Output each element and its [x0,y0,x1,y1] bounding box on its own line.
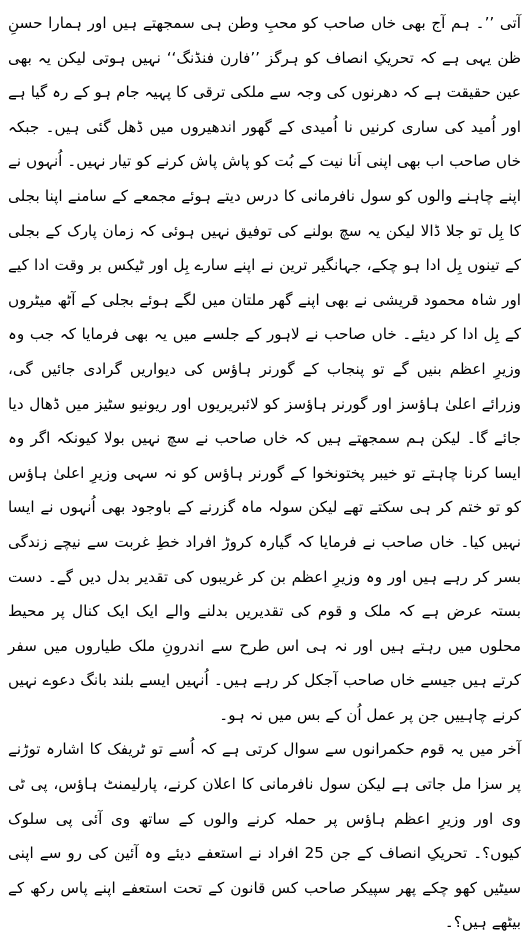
article-paragraph-main: آتی ’’۔ ہم آج بھی خاں صاحب کو محبِ وطن ہی سمجھتے ہیں اور ہمارا حسنِ ظن یہی ہے کہ تحریکِ انصاف کو ہرگز ’’فارن فنڈنگ‘‘ نہیں ہوتی لیکن یہ بھی عین حقیقت ہے کہ دھرنوں کی وجہ سے ملکی ترقی کا پہیہ جام ہو کے رہ گیا ہے اور اُمید کی ساری کرنیں نا اُمیدی کے گھور اندھیروں میں ڈھل گئی ہیں۔ جبکہ خاں صاحب اب بھی اپنی اَنا نیت کے بُت کو پاش پاش کرنے کو تیار نہیں۔ اُنہوں نے اپنے چاہنے والوں کو سول نافرمانی کا درس دیتے ہوئے مجمعے کے سامنے اپنا بجلی کا بِل تو جلا ڈالا لیکن یہ سچ بولنے کی توفیق نہیں ہوئی کہ زمان پارک کے بجلی کے تینوں بِل ادا ہو چکے، جہانگیر ترین نے اپنے سارے بِل اور ٹیکس بر وقت ادا کیے اور شاہ محمود قریشی نے بھی اپنے گھر ملتان میں لگے ہوئے بجلی کے آٹھ میٹروں کے بِل ادا کر دیئے۔ خاں صاحب نے لاہور کے جلسے میں یہ بھی فرمایا کہ جب وہ وزیرِ اعظم بنیں گے تو پنجاب کے گورنر ہاؤس کی دیواریں گرادی جائیں گی، وزرائے اعلیٰ ہاؤسز اور گورنر ہاؤسز کو لائبریریوں اور ریونیو سٹیز میں ڈھال دیا جائے گا۔ لیکن ہم سمجھتے ہیں کہ خاں صاحب نے سچ نہیں بولا کیونکہ اگر وہ ایسا کرنا چاہتے تو خیبر پختونخوا کے گورنر ہاؤس کو نہ سہی وزیرِ اعلیٰ ہاؤس کو تو ختم کر ہی سکتے تھے لیکن سولہ ماہ گزرنے کے باوجود بھی اُنہوں نے ایسا نہیں کیا۔ خاں صاحب نے فرمایا کہ گیارہ کروڑ افراد خطِ غربت سے نیچے زندگی بسر کر رہے ہیں اور وہ وزیرِ اعظم بن کر غریبوں کی تقدیر بدل دیں گے۔ دست بستہ عرض ہے کہ ملک و قوم کی تقدیریں بدلنے والے ایک ایک کنال پر محیط محلوں میں رہتے ہیں اور نہ ہی اس طرح سے اندرونِ ملک طیاروں میں سفر کرتے ہیں جیسے خاں صاحب آجکل کر رہے ہیں۔ اُنہیں ایسے بلند بانگ دعوے نہیں کرنے چاہییں جن پر عمل اُن کے بس میں نہ ہو۔ [8,14,521,724]
article-paragraph-closing: آخر میں یہ قوم حکمرانوں سے سوال کرتی ہے کہ اُسے تو ٹریفک کا اشارہ توڑنے پر سزا مل جاتی ہے لیکن سول نافرمانی کا اعلان کرنے، پارلیمنٹ ہاؤس، پی ٹی وی اور وزیرِ اعظم ہاؤس پر حملہ کرنے والوں کے ساتھ وی آئی پی سلوک کیوں؟۔ تحریکِ انصاف کے جن 25 افراد نے استعفے دیئے وہ آئین کی رو سے اپنی سیٹیں کھو چکے پھر سپیکر صاحب کس قانون کے تحت استعفے اپنے پاس رکھ کے بیٹھے ہیں؟۔ [8,740,521,932]
